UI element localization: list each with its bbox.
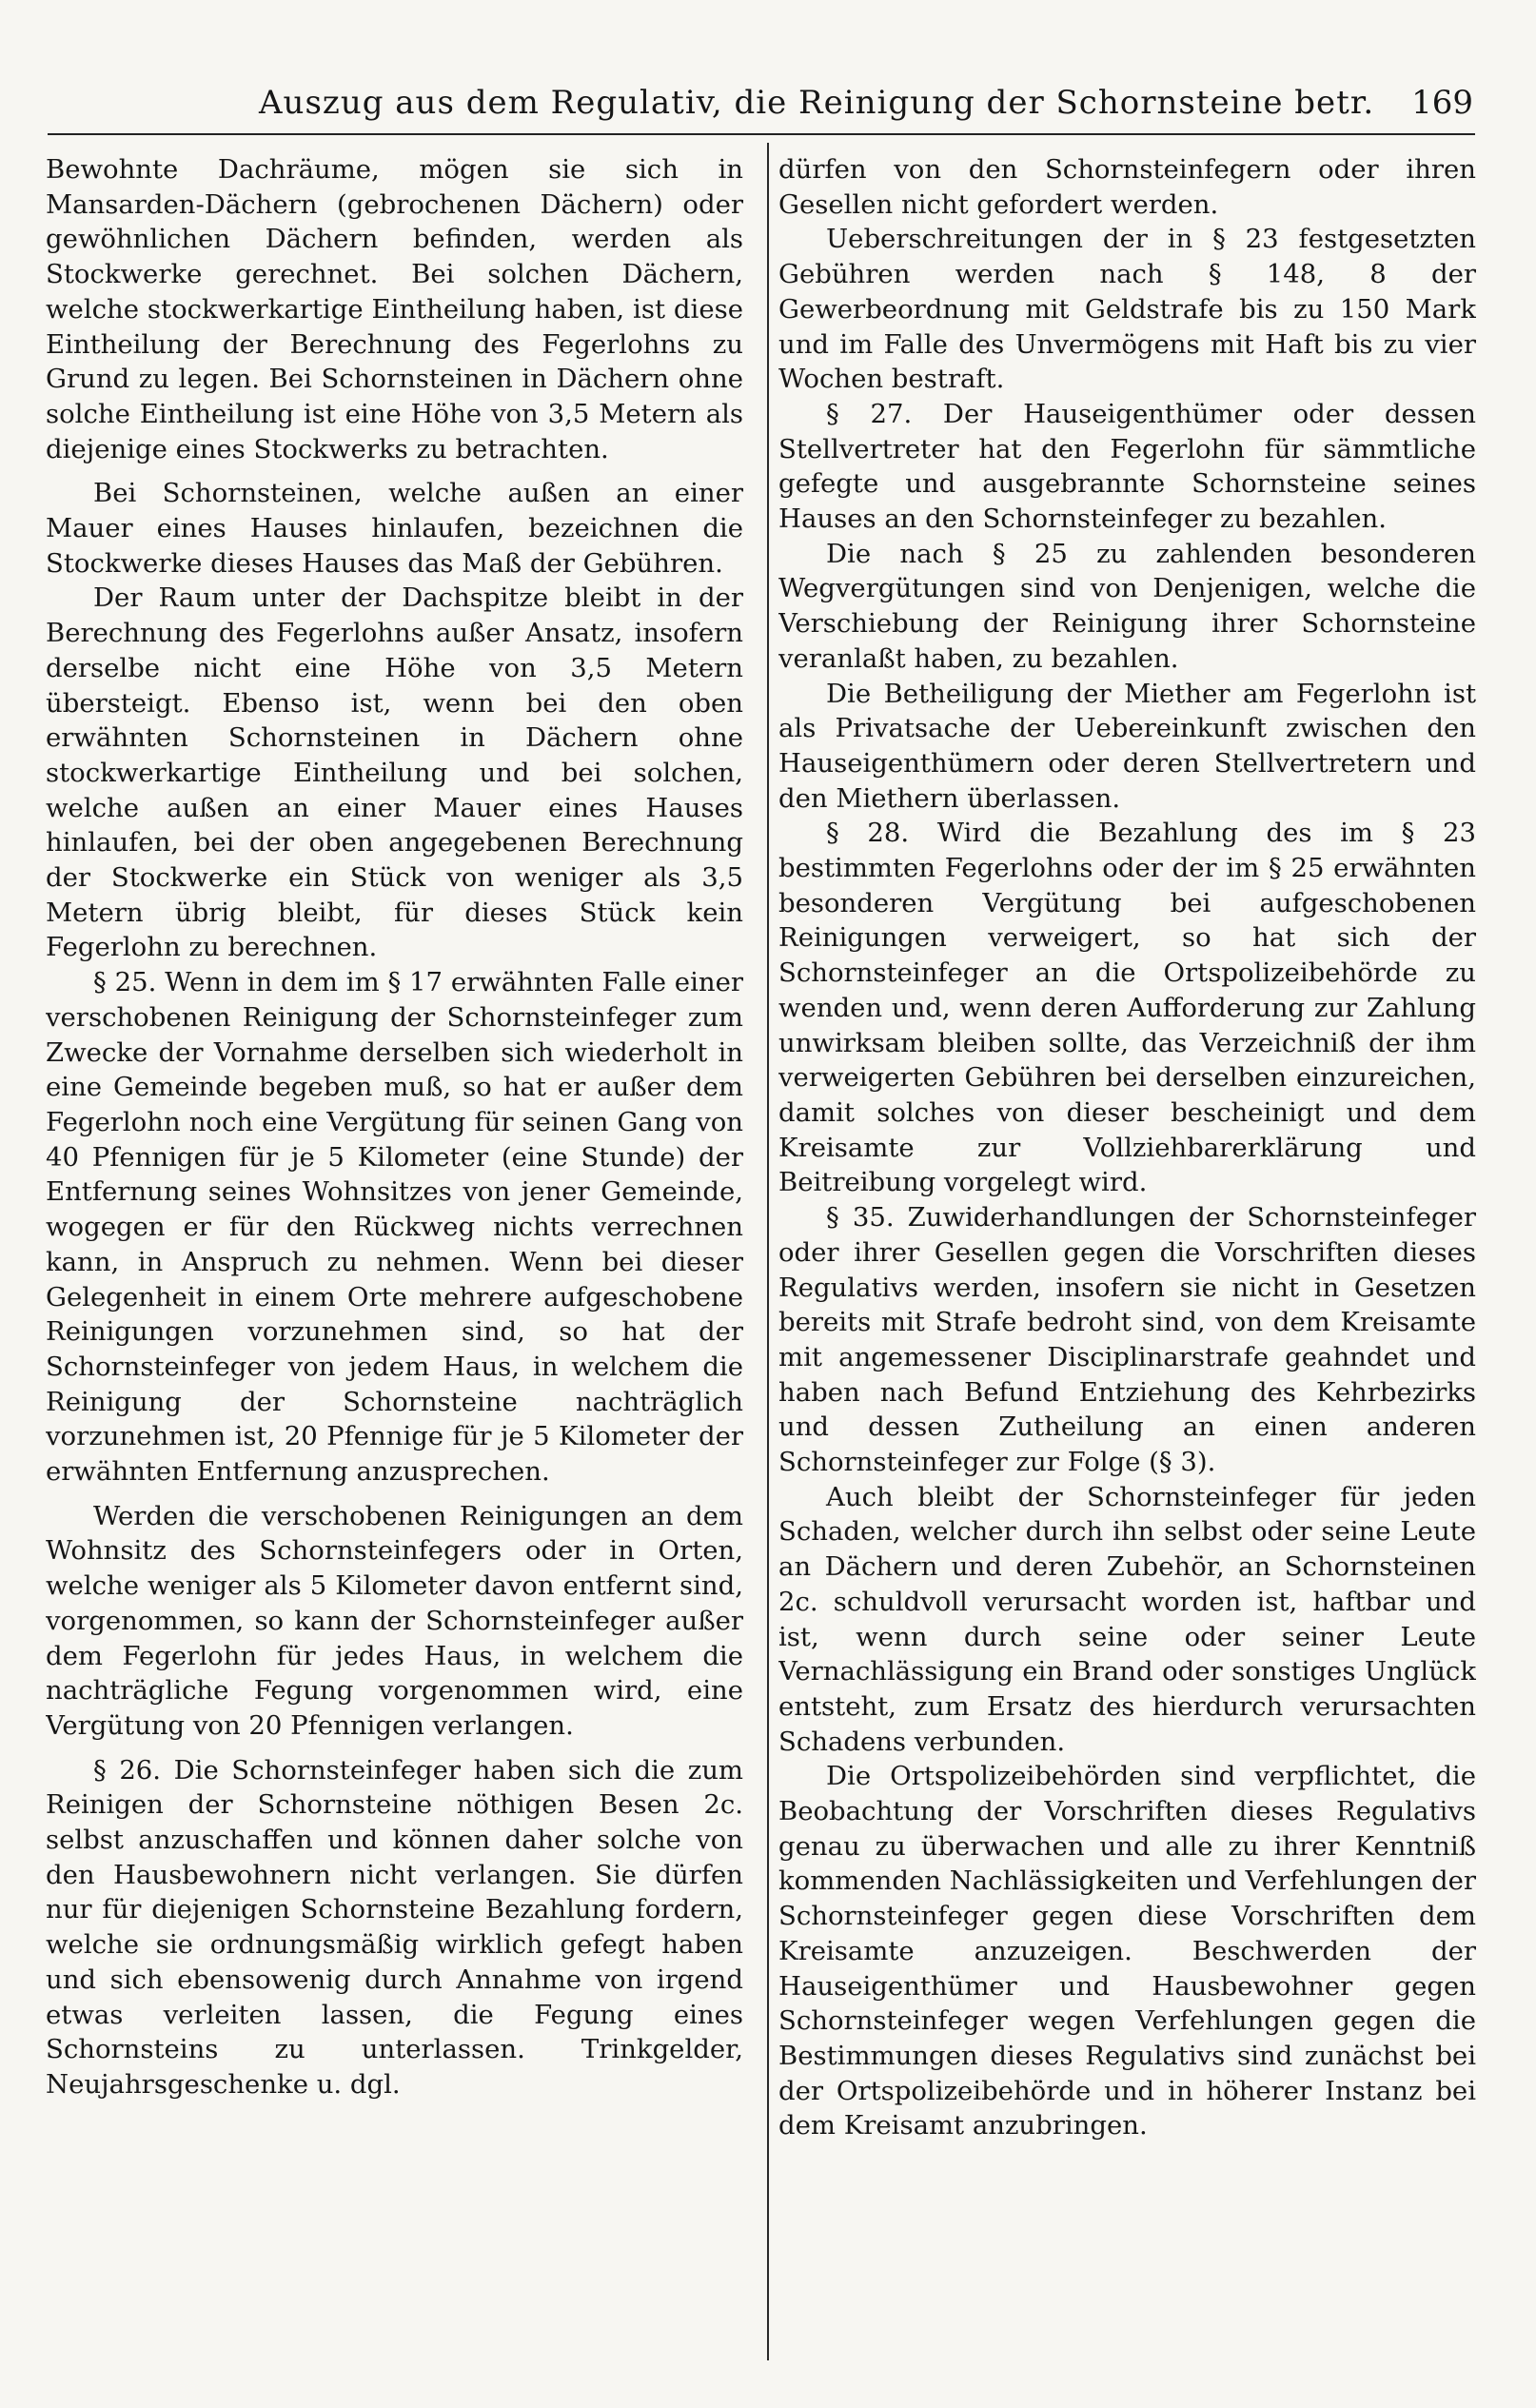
paragraph: Die Ortspolizeibehörden sind verpflichtet, die Beobachtung der Vorschriften dieses Regulativs genau zu überwachen und alle zu ihrer Kenntniß kommenden Nachlässigkeiten und Verfehlungen der Schornsteinfeger gegen diese Vorschriften dem Kreisamte anzuzeigen. Beschwerden der Hauseigenthümer und Hausbewohner gegen Schornsteinfeger wegen Verfehlungen gegen die Bestimmungen dieses Regulativs sind zunächst bei der Ortspolizeibehörde und in höherer Instanz bei dem Kreisamt anzubringen.	[778, 1761, 1476, 2142]
paragraph-section-25: § 25. Wenn in dem im § 17 erwähnten Falle einer verschobenen Reinigung der Schornsteinfeger zum Zwecke der Vornahme derselben sich wiederholt in eine Gemeinde begeben muß, so hat er außer dem Fegerlohn noch eine Vergütung für seinen Gang von 40 Pfennigen für je 5 Kilometer (eine Stunde) der Entfernung seines Wohnsitzes von jener Gemeinde, wogegen er für den Rückweg nichts verrechnen kann, in Anspruch zu nehmen. Wenn bei dieser Gelegenheit in einem Orte mehrere aufgeschobene Reinigungen vorzunehmen sind, so hat der Schornsteinfeger von jedem Haus, in welchem die Reinigung der Schornsteine nachträglich vorzunehmen ist, 20 Pfennige für je 5 Kilometer der erwähnten Entfernung anzusprechen.	[46, 967, 743, 1488]
paragraph: Ueberschreitungen der in § 23 festgesetzten Gebühren werden nach § 148, 8 der Gewerbeordnung mit Geldstrafe bis zu 150 Mark und im Falle des Unvermögens mit Haft bis zu vier Wochen bestraft.	[778, 224, 1476, 395]
paragraph: dürfen von den Schornsteinfegern oder ihren Gesellen nicht gefordert werden.	[778, 154, 1476, 220]
right-column	[778, 152, 1476, 2379]
paragraph: Die nach § 25 zu zahlenden besonderen Wegvergütungen sind von Denjenigen, welche die Verschiebung der Reinigung ihrer Schornsteine veranlaßt haben, zu bezahlen.	[778, 538, 1476, 674]
paragraph-section-26: § 26. Die Schornsteinfeger haben sich die zum Reinigen der Schornsteine nöthigen Besen 2c. selbst anzuschaffen und können daher solche von den Hausbewohnern nicht verlangen. Sie dürfen nur für diejenigen Schornsteine Bezahlung fordern, welche sie ordnungsmäßig wirklich gefegt haben und sich ebensowenig durch Annahme von irgend etwas verleiten lassen, die Fegung eines Schornsteins zu unterlassen. Trinkgelder, Neujahrsgeschenke u. dgl.	[46, 1754, 743, 2100]
paragraph-section-28: § 28. Wird die Bezahlung des im § 23 bestimmten Fegerlohns oder der im § 25 erwähnten besonderen Vergütung bei aufgeschobenen Reinigungen verweigert, so hat sich der Schornsteinfeger an die Ortspolizeibehörde zu wenden und, wenn deren Aufforderung zur Zahlung unwirksam bleiben sollte, das Verzeichniß der ihm verweigerten Gebühren bei derselben einzureichen, damit solches von dieser bescheinigt und dem Kreisamte zur Vollziehbarerklärung und Beitreibung vorgelegt wird.	[778, 818, 1476, 1198]
paragraph-section-27: § 27. Der Hauseigenthümer oder dessen Stellvertreter hat den Fegerlohn für sämmtliche gefegte und ausgebrannte Schornsteine seines Hauses an den Schornsteinfeger zu bezahlen.	[778, 398, 1476, 535]
paragraph: Die Betheiligung der Miether am Fegerlohn ist als Privatsache der Uebereinkunft zwischen den Hauseigenthümern oder deren Stellvertretern und den Miethern überlassen.	[778, 678, 1476, 814]
paragraph: Bei Schornsteinen, welche außen an einer Mauer eines Hauses hinlaufen, bezeichnen die Stockwerke dieses Hauses das Maß der Gebühren.	[46, 478, 743, 579]
left-column	[46, 152, 743, 2379]
paragraph: Der Raum unter der Dachspitze bleibt in der Berechnung des Fegerlohns außer Ansatz, insofern derselbe nicht eine Höhe von 3,5 Metern übersteigt. Ebenso ist, wenn bei den oben erwähnten Schornsteinen in Dächern ohne stockwerkartige Eintheilung und bei solchen, welche außen an einer Mauer eines Hauses hinlaufen, bei der oben angegebenen Berechnung der Stockwerke ein Stück von weniger als 3,5 Metern übrig bleibt, für dieses Stück kein Fegerlohn zu berechnen.	[46, 582, 743, 963]
column-divider	[767, 143, 769, 2360]
paragraph-section-35: § 35. Zuwiderhandlungen der Schornsteinfeger oder ihrer Gesellen gegen die Vorschriften dieses Regulativs werden, insofern sie nicht in Gesetzen bereits mit Strafe bedroht sind, von dem Kreisamte mit angemessener Disciplinarstrafe geahndet und haben nach Befund Entziehung des Kehrbezirks und dessen Zutheilung an einen anderen Schornsteinfeger zur Folge (§ 3).	[778, 1202, 1476, 1478]
paragraph: Bewohnte Dachräume, mögen sie sich in Mansarden-Dächern (gebrochenen Dächern) oder gewöhnlichen Dächern befinden, werden als Stockwerke gerechnet. Bei solchen Dächern, welche stockwerkartige Eintheilung haben, ist diese Eintheilung der Berechnung des Fegerlohns zu Grund zu legen. Bei Schornsteinen in Dächern ohne solche Eintheilung ist eine Höhe von 3,5 Metern als diejenige eines Stockwerks zu betrachten.	[46, 154, 743, 464]
running-head: Auszug aus dem Regulativ, die Reinigung der Schornsteine betr.	[259, 84, 1375, 122]
paragraph: Auch bleibt der Schornsteinfeger für jeden Schaden, welcher durch ihn selbst oder seine Leute an Dächern und deren Zubehör, an Schornsteinen 2c. schuldvoll verursacht worden ist, haftbar und ist, wenn durch seine oder seiner Leute Vernachlässigung ein Brand oder sonstiges Unglück entsteht, zum Ersatz des hierdurch verursachten Schadens verbunden.	[778, 1481, 1476, 1757]
paragraph: Werden die verschobenen Reinigungen an dem Wohnsitz des Schornsteinfegers oder in Orten, welche weniger als 5 Kilometer davon entfernt sind, vorgenommen, so kann der Schornsteinfeger außer dem Fegerlohn für jedes Haus, in welchem die nachträgliche Fegung vorgenommen wird, eine Vergütung von 20 Pfennigen verlangen.	[46, 1500, 743, 1741]
page-header	[48, 76, 1475, 135]
page-number: 169	[1411, 84, 1473, 122]
